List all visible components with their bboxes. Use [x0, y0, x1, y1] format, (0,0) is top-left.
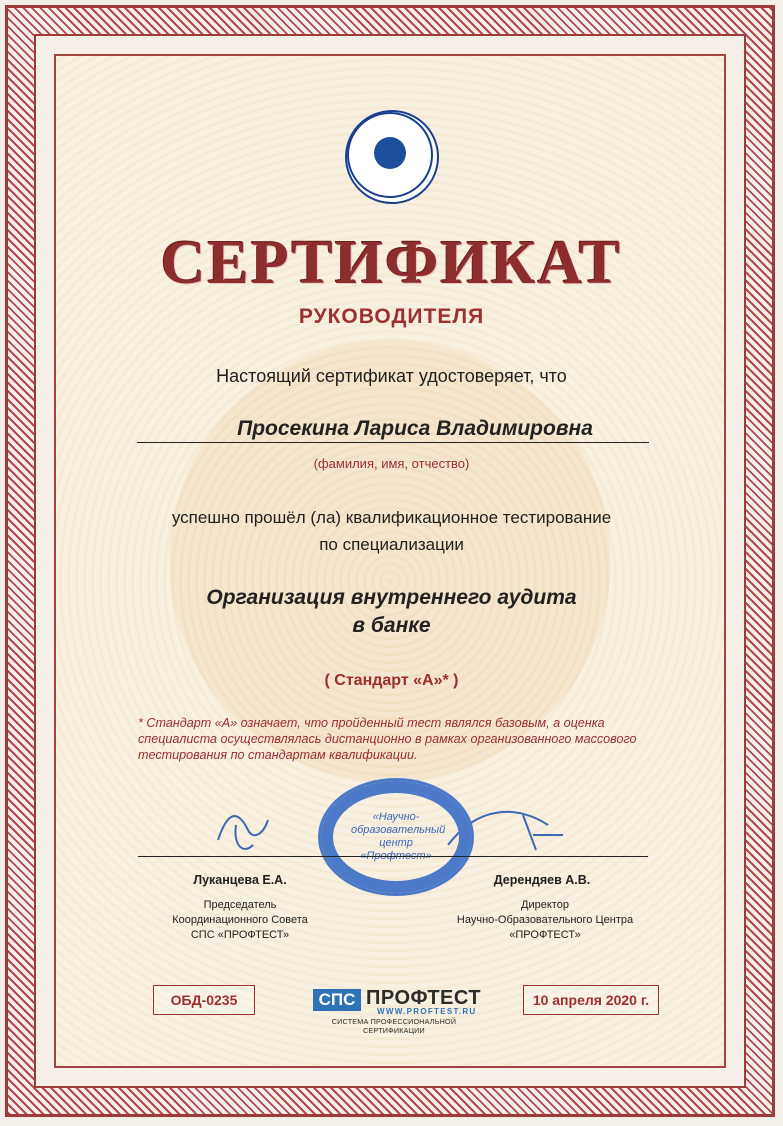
left-signatory-position: [170, 898, 310, 943]
certificate-subtitle: РУКОВОДИТЕЛЯ: [298, 305, 485, 328]
stamp-line-1: «Научно-: [372, 811, 420, 823]
proftest-logo-icon: [345, 110, 439, 204]
left-signatory-name: Луканцева Е.А.: [193, 873, 287, 887]
official-stamp: [318, 778, 474, 896]
right-position-line-3: «ПРОФТЕСТ»: [509, 929, 581, 941]
stamp-line-4: «Профтест»: [360, 850, 432, 862]
brand-name: ПРОФТЕСТ: [366, 987, 482, 1009]
certificate-date: 10 апреля 2020 г.: [532, 992, 650, 1008]
passed-text-line-2: по специализации: [319, 535, 464, 554]
intro-text: Настоящий сертификат удостоверяет, что: [216, 366, 567, 386]
specialization-line-2: в банке: [352, 614, 431, 637]
recipient-caption: (фамилия, имя, отчество): [313, 456, 470, 471]
standard-note: * Стандарт «А» означает, что пройденный тест являлся базовым, а оценка специалиста осуществлялась дистанционно в рамках организованного массового тестирования по стандартам квалификации.: [138, 716, 637, 762]
brand-caption: СИСТЕМА ПРОФЕССИОНАЛЬНОЙ СЕРТИФИКАЦИИ: [331, 1017, 457, 1035]
right-signatory-position: [445, 898, 645, 943]
left-position-line-2: Координационного Совета: [172, 914, 308, 926]
left-position-line-3: СПС «ПРОФТЕСТ»: [190, 929, 290, 941]
brand-badge: СПС: [313, 989, 361, 1011]
specialization-line-1: Организация внутреннего аудита: [206, 586, 577, 609]
recipient-name: Просекина Лариса Владимировна: [237, 417, 593, 440]
certificate-number-box: [153, 985, 255, 1015]
stamp-line-2: образовательный: [351, 824, 446, 836]
right-position-line-1: Директор: [521, 899, 569, 911]
brand-url: WWW.PROFTEST.RU: [377, 1007, 477, 1016]
passed-text-line-1: успешно прошёл (ла) квалификационное тестирование: [171, 508, 612, 527]
right-signatory-name: Дерендяев А.В.: [493, 873, 591, 887]
name-underline: [137, 442, 649, 443]
proftest-brand-logo: [313, 987, 482, 1035]
right-position-line-2: Научно-Образовательного Центра: [456, 914, 634, 926]
stamp-line-3: центр: [379, 837, 413, 849]
standard-label: ( Стандарт «А»* ): [324, 672, 459, 689]
signature-line: [138, 856, 648, 857]
left-signature-icon: [208, 800, 278, 860]
certificate-number: ОБД-0235: [170, 992, 238, 1008]
certificate-title: СЕРТИФИКАТ: [160, 229, 623, 297]
date-box: [523, 985, 659, 1015]
left-position-line-1: Председатель: [203, 899, 277, 911]
